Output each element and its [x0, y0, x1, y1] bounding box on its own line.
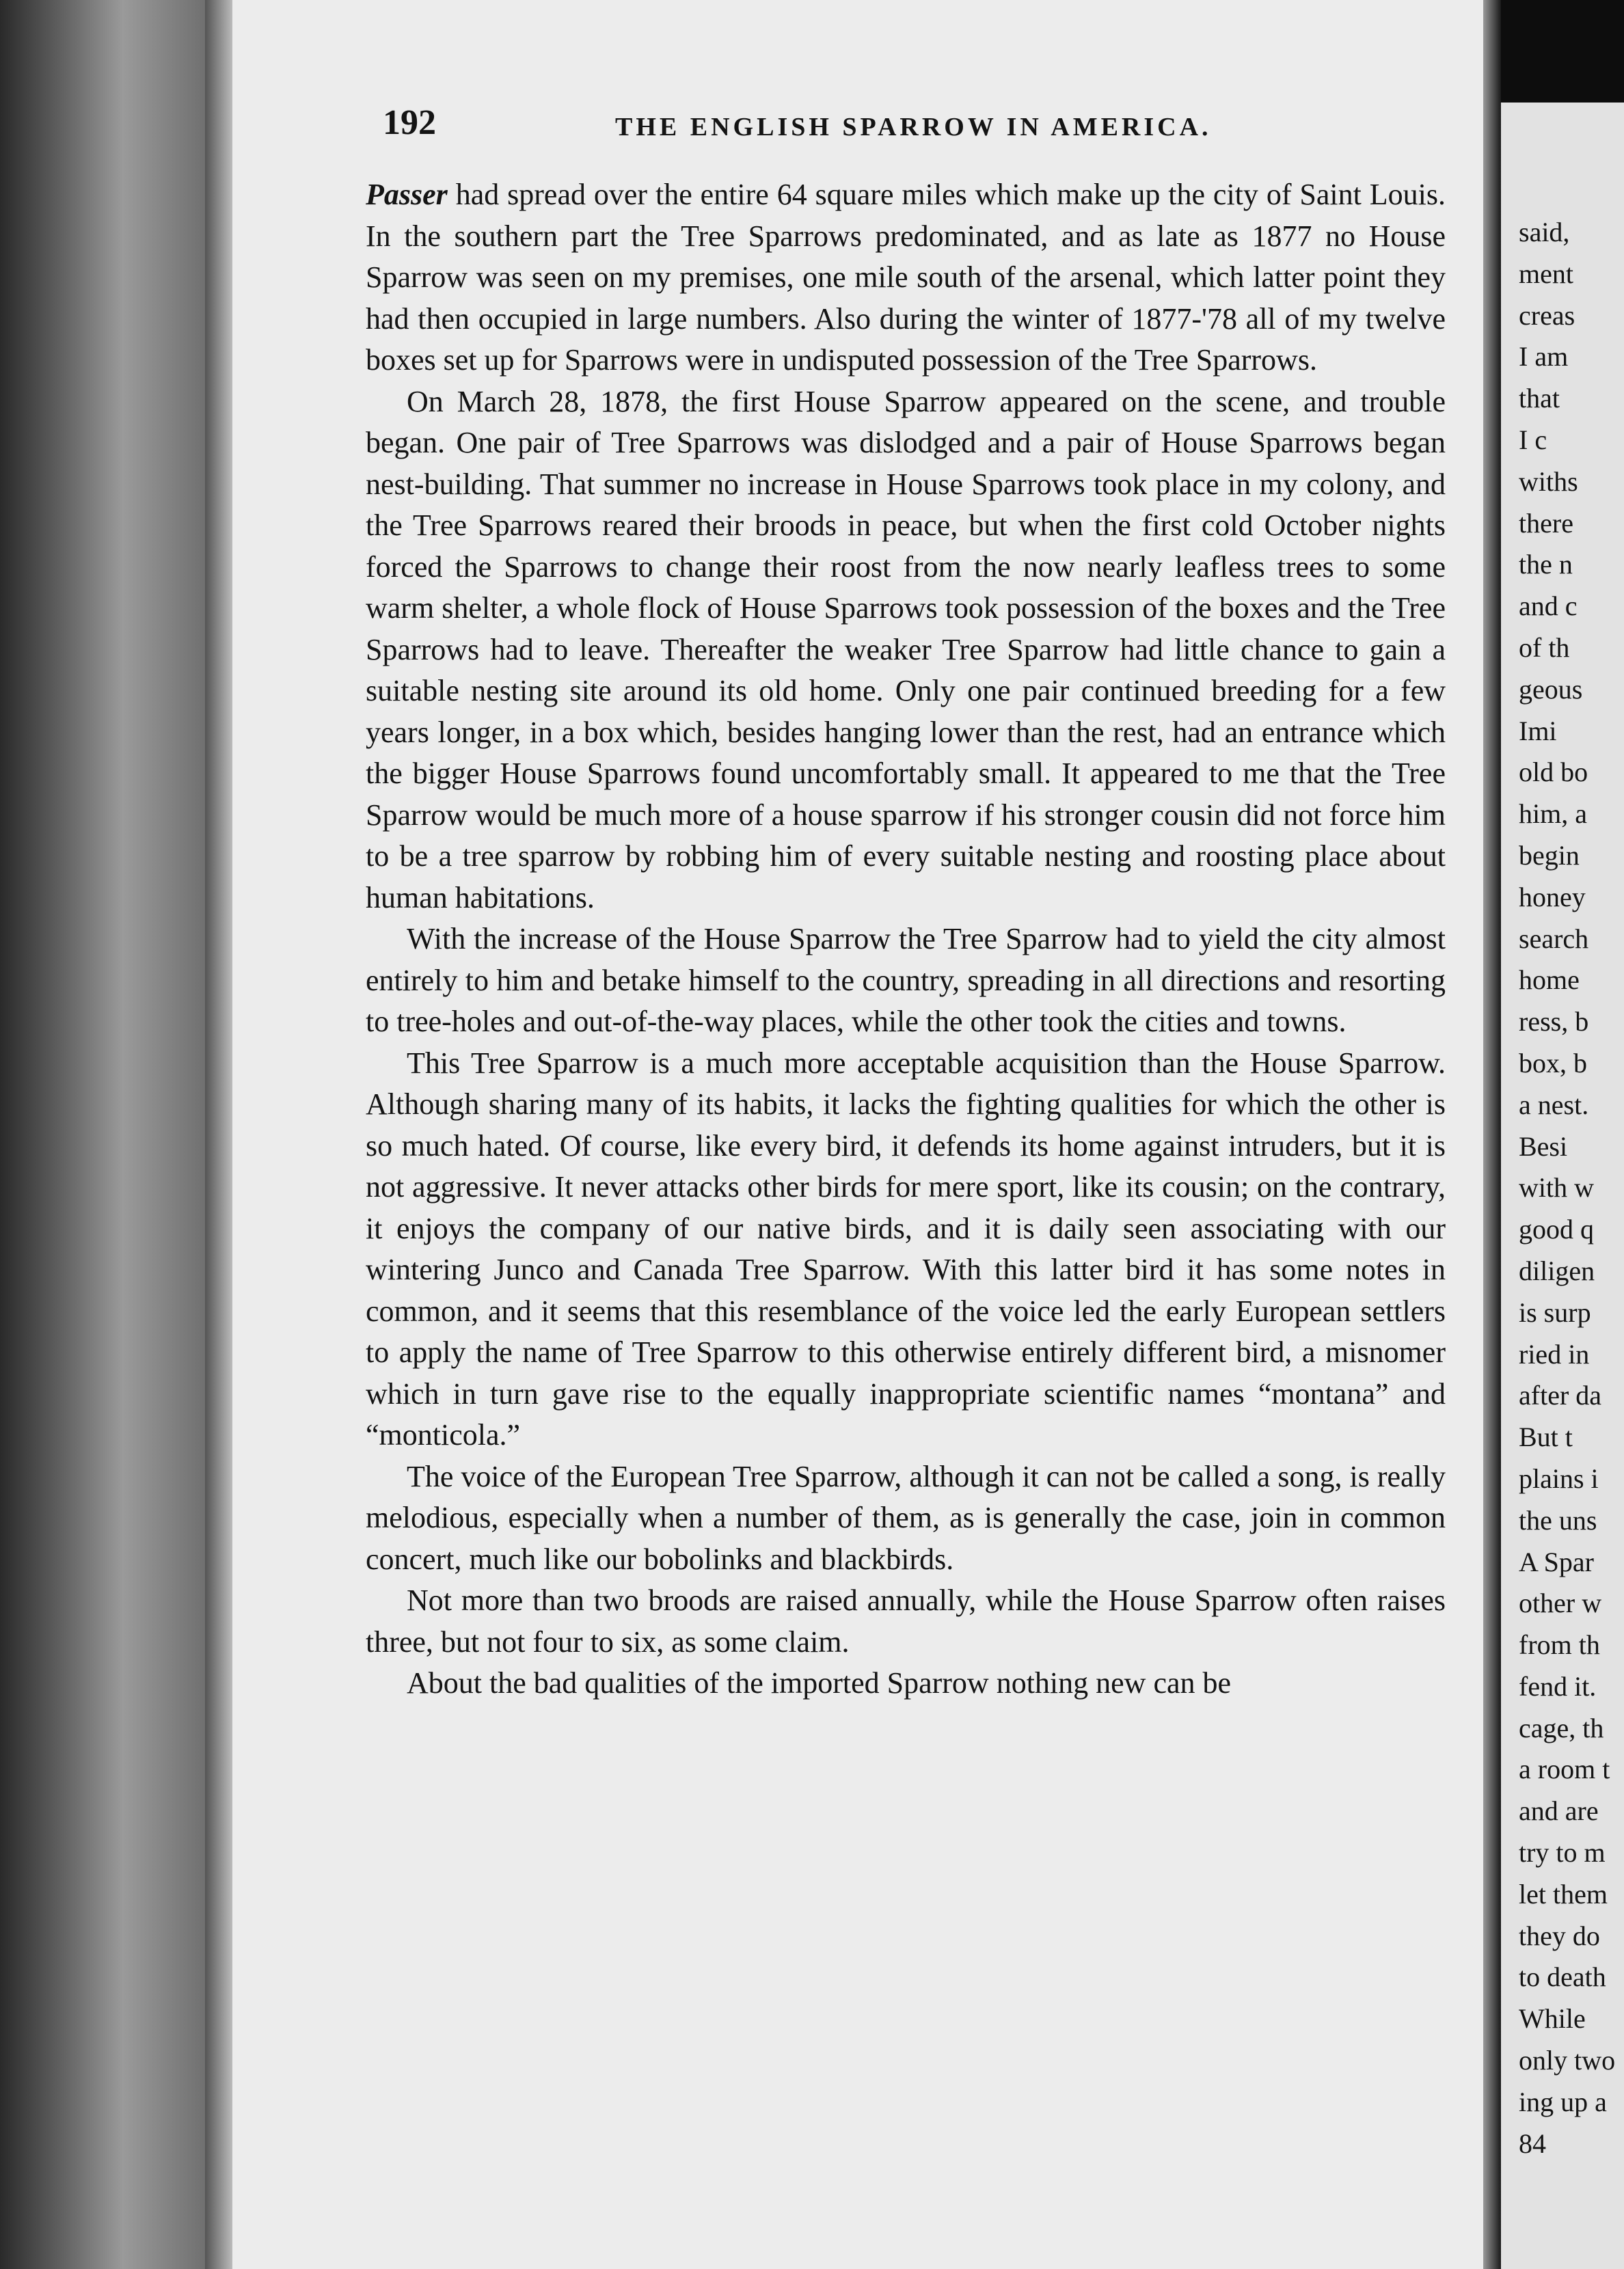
- paragraph-1: [366, 174, 1446, 381]
- paragraph-5: The voice of the European Tree Sparrow, although it can not be called a song, is really melodious, especially when a number of them, as is generally the case, join in common concert, much like our bobolinks and blackbirds.: [366, 1459, 1446, 1576]
- facing-line: Besi: [1519, 1130, 1568, 1162]
- facing-line: withs: [1519, 465, 1578, 497]
- body-text: [366, 174, 1446, 1704]
- facing-line: ment: [1519, 258, 1573, 289]
- facing-line: after da: [1519, 1380, 1602, 1411]
- facing-line: of th: [1519, 631, 1570, 663]
- running-head: THE ENGLISH SPARROW IN AMERICA.: [615, 113, 1212, 141]
- facing-line: begin: [1519, 839, 1580, 871]
- facing-page: [1501, 0, 1624, 2269]
- facing-line: ried in: [1519, 1338, 1590, 1370]
- facing-page-shadow: [1501, 0, 1624, 103]
- facing-line: ress, b: [1519, 1006, 1589, 1037]
- facing-line: there: [1519, 507, 1573, 539]
- paragraph-7: About the bad qualities of the imported Sparrow nothing new can be: [407, 1666, 1232, 1700]
- facing-line: said,: [1519, 217, 1570, 247]
- spine-edge: [205, 0, 232, 2269]
- facing-line: fend it.: [1519, 1670, 1597, 1702]
- facing-line: creas: [1519, 299, 1575, 331]
- facing-line: and c: [1519, 590, 1578, 622]
- facing-line: 84: [1519, 2128, 1546, 2159]
- facing-line: geous: [1519, 673, 1583, 705]
- facing-line: Imi: [1519, 715, 1557, 746]
- facing-line: only two: [1519, 2045, 1616, 2076]
- facing-line: home: [1519, 964, 1580, 996]
- facing-line: I am: [1519, 341, 1569, 372]
- book-spine: [0, 0, 205, 2269]
- facing-line: and are: [1519, 1795, 1599, 1827]
- facing-line: good q: [1519, 1214, 1594, 1245]
- facing-line: honey: [1519, 881, 1586, 912]
- facing-line: plains i: [1519, 1463, 1599, 1494]
- facing-line: they do: [1519, 1920, 1600, 1951]
- paragraph-2: On March 28, 1878, the first House Sparrow appeared on the scene, and trouble began. One pair of Tree Sparrows was dislodged and a pair of House Sparrows began nest-building. That summer no increase in House Sparrows took place in my colony, and the Tree Sparrows reared their broods in peace, but when the first cold October nights forced the Sparrows to change their roost from the now nearly leafless trees to some warm shelter, a whole flock of House Sparrows took possession of the boxes and the Tree Sparrows had to leave. Thereafter the weaker Tree Sparrow had little chance to gain a suitable nesting site around its old home. Only one pair continued breeding for a few years longer, in a box which, besides hanging lower than the rest, had an entrance which the bigger House Sparrows found uncomfortably small. It appeared to me that the Tree Sparrow would be much more of a house sparrow if his stronger cousin did not force him to be a tree sparrow by robbing him of every suitable nesting and roosting place about human habitations.: [366, 384, 1446, 914]
- facing-line: with w: [1519, 1172, 1594, 1204]
- paragraph-3: With the increase of the House Sparrow the Tree Sparrow had to yield the city almost entirely to him and betake himself to the country, spreading in all directions and resorting to tree-holes and out-of-the-way places, while the other took the cities and towns.: [366, 922, 1446, 1038]
- facing-line: that: [1519, 383, 1560, 414]
- facing-line: old bo: [1519, 757, 1588, 788]
- facing-line: box, b: [1519, 1047, 1587, 1078]
- facing-line: let them: [1519, 1878, 1608, 1910]
- facing-page-text: [1519, 212, 1624, 2164]
- paragraph-6: Not more than two broods are raised annually, while the House Sparrow often raises three, but not four to six, as some claim.: [366, 1584, 1446, 1659]
- lead-word: Passer: [366, 178, 448, 211]
- facing-line: him, a: [1519, 798, 1587, 830]
- page-number: 192: [383, 103, 436, 142]
- page-header: [383, 103, 1449, 150]
- facing-line: a room t: [1519, 1754, 1610, 1785]
- facing-line: A Spar: [1519, 1546, 1594, 1577]
- paragraph-text: had spread over the entire 64 square miles which make up the city of Saint Louis. In the southern part the Tree Sparrows predominated, and as late as 1877 no House Sparrow was seen on my premises, one mile south of the arsenal, which latter point they had then occupied in large numbers. Also during the winter of 1877-'78 all of my twelve boxes set up for Sparrows were in undisputed possession of the Tree Sparrows.: [366, 178, 1446, 377]
- facing-line: search: [1519, 923, 1589, 954]
- facing-line: diligen: [1519, 1255, 1595, 1286]
- facing-line: cage, th: [1519, 1712, 1604, 1743]
- facing-line: While: [1519, 2003, 1586, 2035]
- facing-line: to death: [1519, 1961, 1606, 1993]
- facing-line: the uns: [1519, 1504, 1597, 1536]
- facing-line: is surp: [1519, 1296, 1591, 1328]
- facing-line: a nest.: [1519, 1089, 1589, 1120]
- facing-line: from th: [1519, 1629, 1600, 1661]
- facing-line: But t: [1519, 1422, 1573, 1453]
- facing-line: ing up a: [1519, 2086, 1607, 2117]
- facing-line: other w: [1519, 1588, 1602, 1619]
- facing-line: I c: [1519, 424, 1547, 455]
- facing-line: try to m: [1519, 1837, 1606, 1869]
- paragraph-4: This Tree Sparrow is a much more acceptable acquisition than the House Sparrow. Although sharing many of its habits, it lacks the fighting qualities for which the other is so much hated. Of course, like every bird, it defends its home against intruders, but it is not aggressive. It never attacks other birds for mere sport, like its cousin; on the contrary, it enjoys the company of our native birds, and it is daily seen associating with our wintering Junco and Canada Tree Sparrow. With this latter bird it has some notes in common, and it seems that this resemblance of the voice led the early European settlers to apply the name of Tree Sparrow to this otherwise entirely different bird, a misnomer which in turn gave rise to the equally inappropriate scientific names “montana” and “monticola.”: [366, 1046, 1446, 1452]
- page-gutter: [1483, 0, 1501, 2269]
- facing-line: the n: [1519, 549, 1573, 580]
